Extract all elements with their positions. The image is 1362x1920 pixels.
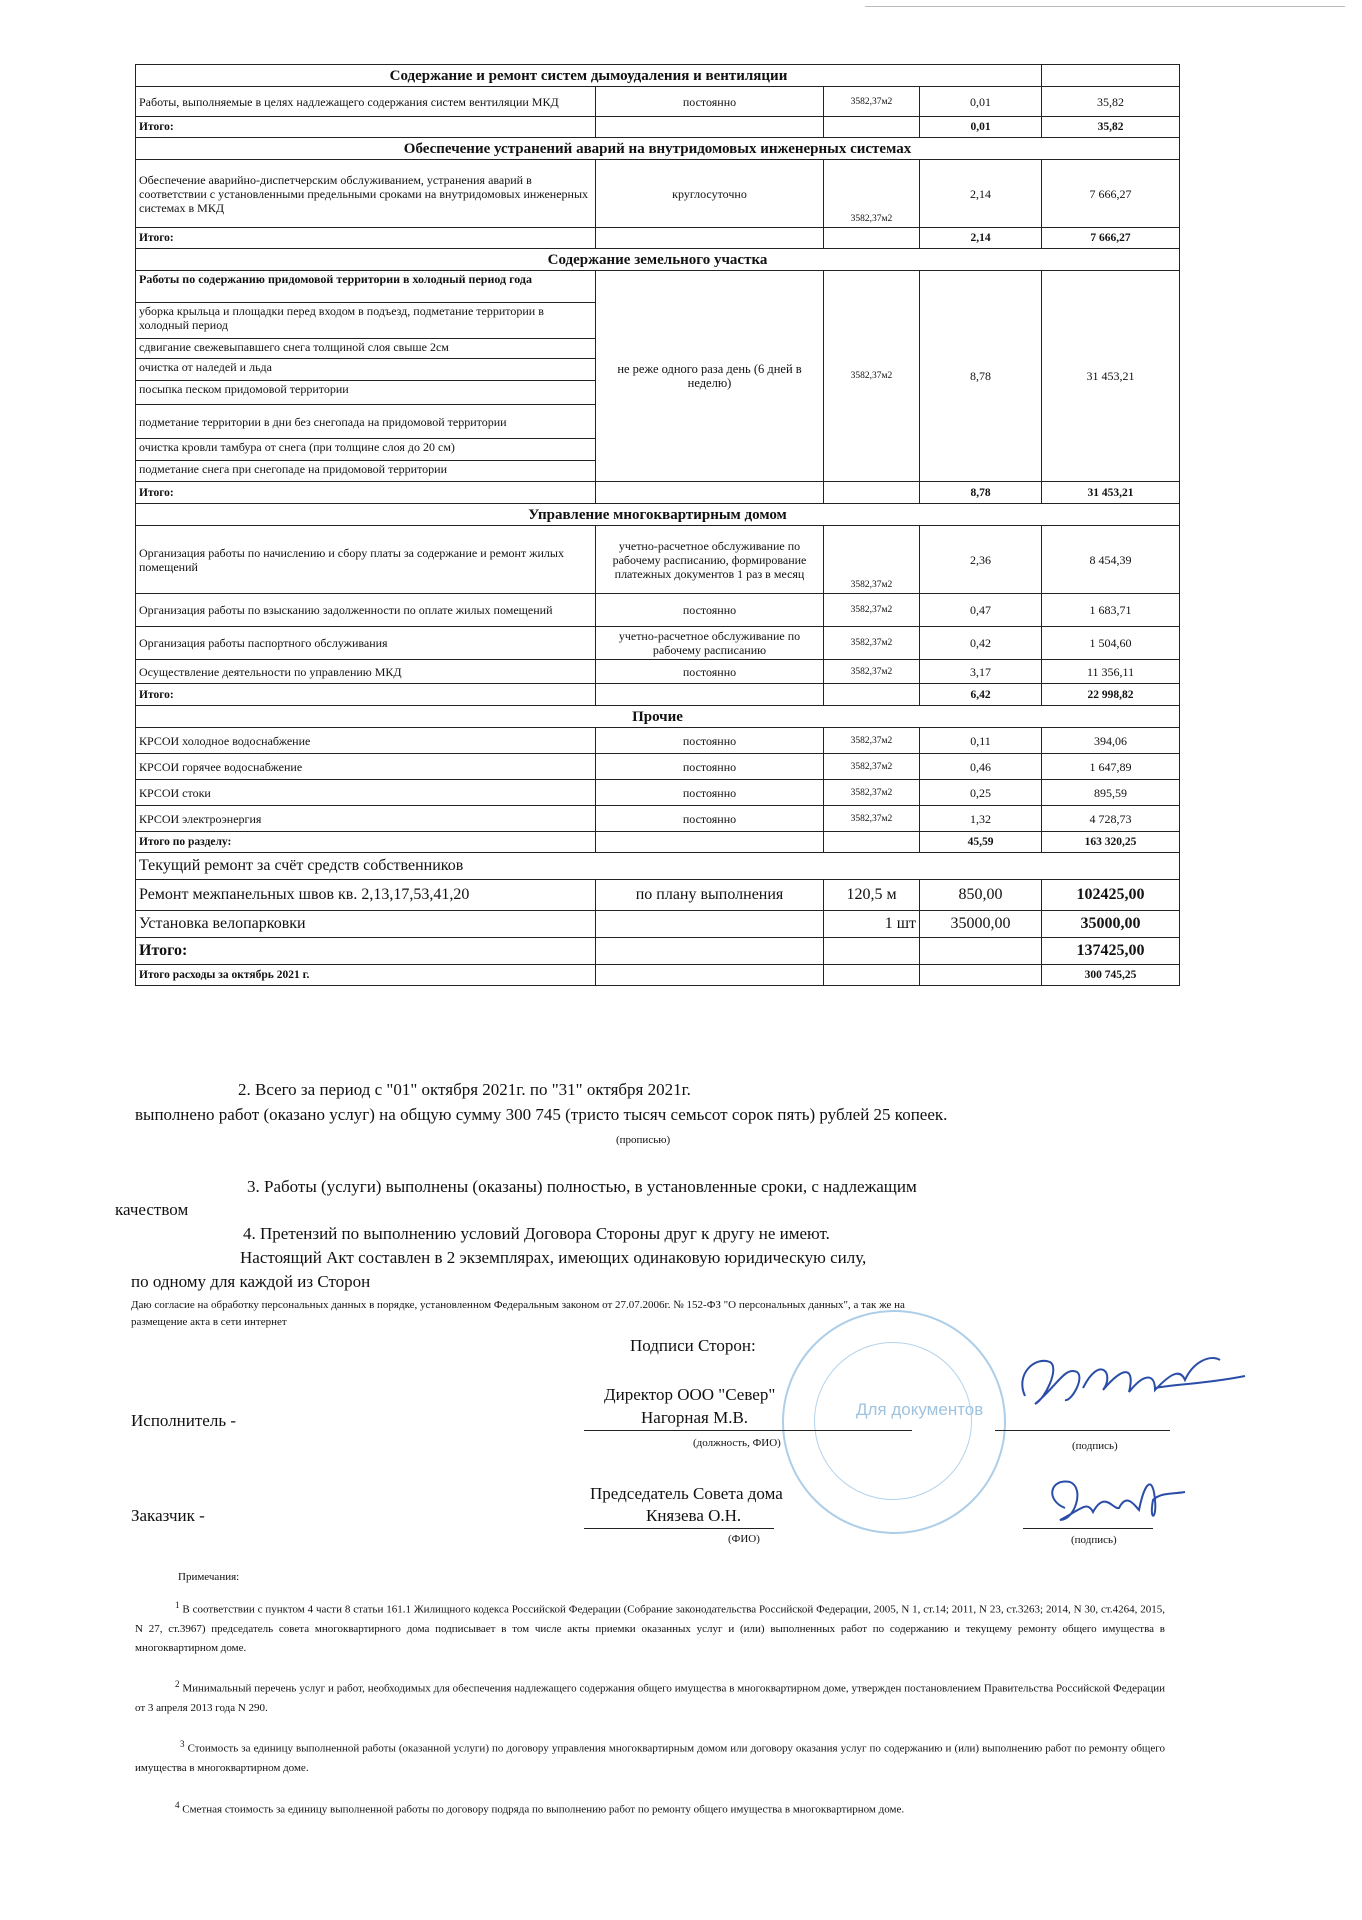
- freq-cell: учетно-расчетное обслуживание по рабочему расписанию, формирование платежных документов 1 раз в месяц: [596, 526, 824, 594]
- table-row: [136, 627, 1180, 660]
- rate-cell: 1,32: [920, 806, 1042, 832]
- work-cell: Установка велопарковки: [136, 911, 596, 938]
- section-title-mgmt: Управление многоквартирным домом: [136, 504, 1180, 526]
- sum-cell: 1 683,71: [1042, 594, 1180, 627]
- rate-cell: 35000,00: [920, 911, 1042, 938]
- total-row: [136, 938, 1180, 965]
- customer-label: Заказчик -: [131, 1506, 205, 1525]
- propisyu-caption: (прописью): [616, 1134, 671, 1146]
- customer-caption: (ФИО): [728, 1533, 760, 1545]
- sum-cell: 1 504,60: [1042, 627, 1180, 660]
- section-header: [136, 138, 1180, 160]
- sum-cell: 11 356,11: [1042, 660, 1180, 684]
- total-sum: 163 320,25: [1042, 832, 1180, 853]
- paragraph-5-cont: по одному для каждой из Сторон: [131, 1272, 371, 1291]
- work-cell: Осуществление деятельности по управлению МКД: [136, 660, 596, 684]
- executor-sign-caption: (подпись): [1072, 1440, 1118, 1452]
- total-label: Итого:: [136, 684, 596, 706]
- freq-cell: постоянно: [596, 87, 824, 117]
- work-cell: КРСОИ стоки: [136, 780, 596, 806]
- total-rate: 2,14: [920, 228, 1042, 249]
- table-row: [136, 87, 1180, 117]
- stamp-inner-ring: [814, 1342, 972, 1500]
- note-item: $^3$ Стоимость за единицу выполненной работы (оказанной услуги) по договору управления многоквартирным домом или договору оказания услуг по содержанию и (или) выполнению работ по ремонту общего имущества в многоквартирном доме.: [135, 1739, 1166, 1774]
- unit-cell: 3582,37м2: [824, 780, 920, 806]
- section-title-vent: Содержание и ремонт систем дымоудаления и вентиляции: [136, 65, 1042, 87]
- section-header: [136, 249, 1180, 271]
- paragraph-3: 3. Работы (услуги) выполнены (оказаны) полностью, в установленные сроки, с надлежащим: [247, 1177, 917, 1196]
- customer-name: Князева О.Н.: [646, 1506, 742, 1525]
- total-label: Итого:: [136, 482, 596, 504]
- freq-cell: по плану выполнения: [596, 880, 824, 911]
- total-row: [136, 832, 1180, 853]
- freq-cell: постоянно: [596, 806, 824, 832]
- sum-cell: 35000,00: [1042, 911, 1180, 938]
- unit-cell: 3582,37м2: [824, 526, 920, 594]
- sum-cell: 4 728,73: [1042, 806, 1180, 832]
- work-cell: КРСОИ горячее водоснабжение: [136, 754, 596, 780]
- work-cell: Работы, выполняемые в целях надлежащего содержания систем вентиляции МКД: [136, 87, 596, 117]
- consent-text-cont: размещение акта в сети интернет: [131, 1316, 287, 1328]
- rate-cell: 0,47: [920, 594, 1042, 627]
- section-header: [136, 853, 1180, 880]
- table-row: [136, 160, 1180, 228]
- sum-cell: 394,06: [1042, 728, 1180, 754]
- executor-name-line: [584, 1430, 912, 1431]
- section-header: [136, 65, 1180, 87]
- sum-cell: 31 453,21: [1042, 271, 1180, 482]
- unit-cell: 3582,37м2: [824, 271, 920, 482]
- work-cell: Организация работы по начислению и сбору платы за содержание и ремонт жилых помещений: [136, 526, 596, 594]
- land-work-list: [136, 271, 596, 482]
- unit-cell: 1 шт: [824, 911, 920, 938]
- section-title-repair: Текущий ремонт за счёт средств собственников: [136, 853, 1180, 880]
- note-item: $^4$ Сметная стоимость за единицу выполненной работы по договору подряда по выполнению работ по ремонту общего имущества в многоквартирном доме.: [175, 1800, 905, 1816]
- sum-cell: 895,59: [1042, 780, 1180, 806]
- freq-cell: постоянно: [596, 780, 824, 806]
- total-sum: 22 998,82: [1042, 684, 1180, 706]
- paragraph-4: 4. Претензий по выполнению условий Договора Стороны друг к другу не имеют.: [243, 1224, 830, 1243]
- customer-sign-caption: (подпись): [1071, 1534, 1117, 1546]
- unit-cell: 3582,37м2: [824, 627, 920, 660]
- rate-cell: 0,01: [920, 87, 1042, 117]
- rate-cell: 2,14: [920, 160, 1042, 228]
- company-stamp: [782, 1310, 1006, 1534]
- total-label: Итого:: [136, 117, 596, 138]
- work-cell: КРСОИ холодное водоснабжение: [136, 728, 596, 754]
- unit-cell: 3582,37м2: [824, 594, 920, 627]
- total-label: Итого:: [136, 938, 596, 965]
- list-item: сдвигание свежевыпавшего снега толщиной слоя свыше 2см: [136, 339, 595, 359]
- note-item: $^1$ В соответствии с пунктом 4 части 8 статьи 161.1 Жилищного кодекса Российской Федерации (Собрание законодательства Российской Федерации, 2005, N 1, ст.14; 2011, N 23, ст.3263; 2014, N 30, ст.4264, 2015, N 27, ст.3967) председатель совета многоквартирного дома подписывает в том числе акты приемки оказанных услуг и (или) выполненных работ по содержанию и текущему ремонту общего имущества в многоквартирном доме.: [135, 1600, 1166, 1654]
- table-row: [136, 660, 1180, 684]
- table-row: [136, 780, 1180, 806]
- customer-name-line: [584, 1528, 774, 1529]
- customer-position: Председатель Совета дома: [590, 1484, 783, 1503]
- unit-cell: 3582,37м2: [824, 87, 920, 117]
- unit-cell: 3582,37м2: [824, 160, 920, 228]
- total-row: [136, 117, 1180, 138]
- rate-cell: 0,46: [920, 754, 1042, 780]
- total-label: Итого по разделу:: [136, 832, 596, 853]
- section-title-other: Прочие: [136, 706, 1180, 728]
- freq-cell: постоянно: [596, 754, 824, 780]
- grand-total-row: [136, 965, 1180, 986]
- freq-cell: не реже одного раза день (6 дней в неделю): [596, 271, 824, 482]
- table-row: [136, 526, 1180, 594]
- list-item: Работы по содержанию придомовой территории в холодный период года: [136, 271, 595, 303]
- sum-cell: 1 647,89: [1042, 754, 1180, 780]
- services-table: [135, 64, 1180, 986]
- rate-cell: 0,25: [920, 780, 1042, 806]
- total-rate: 8,78: [920, 482, 1042, 504]
- paragraph-5: Настоящий Акт составлен в 2 экземплярах, имеющих одинаковую юридическую силу,: [240, 1248, 867, 1267]
- freq-cell: постоянно: [596, 660, 824, 684]
- executor-caption: (должность, ФИО): [693, 1437, 781, 1449]
- unit-cell: 120,5 м: [824, 880, 920, 911]
- total-rate: 6,42: [920, 684, 1042, 706]
- executor-name: Нагорная М.В.: [641, 1408, 749, 1427]
- list-item: уборка крыльца и площадки перед входом в подъезд, подметание территории в холодный период: [136, 303, 595, 339]
- work-cell: Ремонт межпанельных швов кв. 2,13,17,53,41,20: [136, 880, 596, 911]
- section-header: [136, 504, 1180, 526]
- section-title-land: Содержание земельного участка: [136, 249, 1180, 271]
- executor-label: Исполнитель -: [131, 1411, 236, 1430]
- sum-cell: 35,82: [1042, 87, 1180, 117]
- table-row: [136, 911, 1180, 938]
- total-rate: 0,01: [920, 117, 1042, 138]
- total-rate: 45,59: [920, 832, 1042, 853]
- consent-text: Даю согласие на обработку персональных данных в порядке, установленном Федеральным законом от 27.07.2006г. № 152-ФЗ "О персональных данных", а так же на: [131, 1299, 905, 1311]
- executor-signature: [1005, 1344, 1255, 1424]
- unit-cell: 3582,37м2: [824, 806, 920, 832]
- work-cell: Обеспечение аварийно-диспетчерским обслуживанием, устранения аварий в соответствии с установленными предельными сроками на внутридомовых инженерных системах в МКД: [136, 160, 596, 228]
- unit-cell: 3582,37м2: [824, 754, 920, 780]
- list-item: подметание снега при снегопаде на придомовой территории: [139, 462, 448, 476]
- paragraph-3-cont: качеством: [115, 1200, 189, 1219]
- total-row: [136, 228, 1180, 249]
- stamp-caption: Для документов: [856, 1400, 984, 1419]
- table-row: [136, 271, 1180, 482]
- rate-cell: 2,36: [920, 526, 1042, 594]
- rate-cell: 8,78: [920, 271, 1042, 482]
- table-row: [136, 806, 1180, 832]
- period-text: 2. Всего за период с "01" октября 2021г. по "31" октября 2021г.: [238, 1080, 691, 1099]
- work-cell: Организация работы паспортного обслуживания: [136, 627, 596, 660]
- sum-cell: 8 454,39: [1042, 526, 1180, 594]
- rate-cell: 0,42: [920, 627, 1042, 660]
- note-item: $^2$ Минимальный перечень услуг и работ, необходимых для обеспечения надлежащего содержания общего имущества в многоквартирном доме, утвержден постановлением Правительства Российской Федерации от 3 апреля 2013 года N 290.: [135, 1679, 1166, 1714]
- total-sum: 31 453,21: [1042, 482, 1180, 504]
- top-rule: [865, 6, 1345, 7]
- rate-cell: 850,00: [920, 880, 1042, 911]
- signatures-title: Подписи Сторон:: [630, 1336, 756, 1355]
- total-sum: 35,82: [1042, 117, 1180, 138]
- list-item: очистка кровли тамбура от снега (при толщине слоя до 20 см): [136, 439, 595, 461]
- list-item: подметание территории в дни без снегопада на придомовой территории: [136, 405, 595, 439]
- table-row: [136, 754, 1180, 780]
- rate-cell: 3,17: [920, 660, 1042, 684]
- grand-total-label: Итого расходы за октябрь 2021 г.: [136, 965, 596, 986]
- unit-cell: 3582,37м2: [824, 660, 920, 684]
- total-sum: 137425,00: [1042, 938, 1180, 965]
- freq-cell: постоянно: [596, 728, 824, 754]
- table-row: [136, 728, 1180, 754]
- sum-cell: 102425,00: [1042, 880, 1180, 911]
- freq-cell: круглосуточно: [596, 160, 824, 228]
- freq-cell: [596, 911, 824, 938]
- work-cell: КРСОИ электроэнергия: [136, 806, 596, 832]
- total-row: [136, 482, 1180, 504]
- executor-position: Директор ООО "Север": [604, 1385, 776, 1404]
- table-row: [136, 880, 1180, 911]
- table-row: [136, 594, 1180, 627]
- freq-cell: учетно-расчетное обслуживание по рабочему расписанию: [596, 627, 824, 660]
- list-item: посыпка песком придомовой территории: [136, 381, 595, 405]
- section-header: [136, 706, 1180, 728]
- unit-cell: 3582,37м2: [824, 728, 920, 754]
- notes-title: Примечания:: [178, 1571, 240, 1583]
- total-label: Итого:: [136, 228, 596, 249]
- list-item: очистка от наледей и льда: [136, 359, 595, 381]
- total-sum: 7 666,27: [1042, 228, 1180, 249]
- executor-sign-line: [995, 1430, 1170, 1431]
- work-cell: Организация работы по взысканию задолженности по оплате жилых помещений: [136, 594, 596, 627]
- customer-signature: [1035, 1470, 1195, 1540]
- rate-cell: 0,11: [920, 728, 1042, 754]
- grand-total-sum: 300 745,25: [1042, 965, 1180, 986]
- freq-cell: постоянно: [596, 594, 824, 627]
- section-title-emerg: Обеспечение устранений аварий на внутридомовых инженерных системах: [136, 138, 1180, 160]
- sum-in-words: выполнено работ (оказано услуг) на общую сумму 300 745 (тристо тысяч семьсот сорок пять) рублей 25 копеек.: [135, 1105, 948, 1124]
- sum-cell: 7 666,27: [1042, 160, 1180, 228]
- total-row: [136, 684, 1180, 706]
